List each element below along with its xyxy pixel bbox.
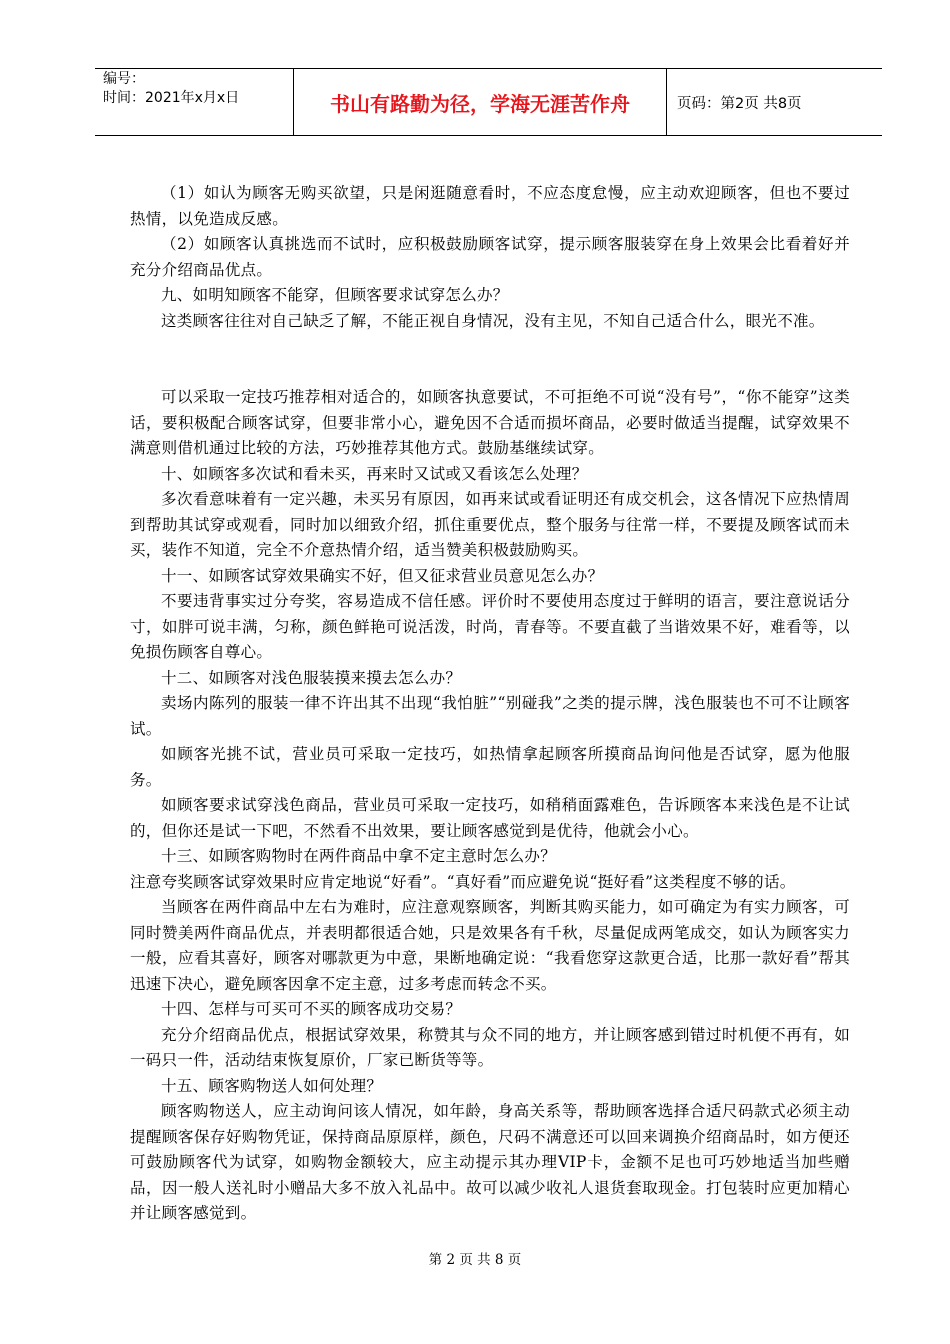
paragraph: 可以采取一定技巧推荐相对适合的，如顾客执意要试，不可拒绝不可说“没有号”，“你不能穿”这类话，要积极配合顾客试穿，但要非常小心，避免因不合适而损坏商品，必要时做适当提醒，试穿效果不满意则借机通过比较的方法，巧妙推荐其他方式。鼓励基继续试穿。 <box>130 388 850 457</box>
page-header <box>95 68 882 136</box>
section-heading: 九、如明知顾客不能穿，但顾客要求试穿怎么办？ <box>161 286 509 304</box>
header-page-number: 页码：第2页 共8页 <box>677 95 802 112</box>
section-heading: 十一、如顾客试穿效果确实不好，但又征求营业员意见怎么办？ <box>161 566 604 585</box>
paragraph: （2）如顾客认真挑选而不试时，应积极鼓励顾客试穿，提示顾客服装穿在身上效果会比看着好并充分介绍商品优点。 <box>130 235 850 279</box>
section-heading: 十四、怎样与可买可不买的顾客成功交易？ <box>161 1000 462 1018</box>
section-heading: 十五、顾客购物送人如何处理？ <box>161 1076 383 1095</box>
paragraph: 充分介绍商品优点，根据试穿效果，称赞其与众不同的地方，并让顾客感到错过时机便不再有，如一码只一件，活动结束恢复原价，厂家已断货等等。 <box>130 1025 850 1069</box>
paragraph: 当顾客在两件商品中左右为难时，应注意观察顾客，判断其购买能力，如可确定为有实力顾客，可同时赞美两件商品优点，并表明都很适合她，只是效果各有千秋，尽量促成两笔成交，如认为顾客实力一般，应看其喜好，顾客对哪款更为中意，果断地确定说：“我看您穿这款更合适，比那一款好看”帮其迅速下决心，避免顾客因拿不定主意，过多考虑而转念不买。 <box>130 898 850 993</box>
paragraph: 如顾客要求试穿浅色商品，营业员可采取一定技巧，如稍稍面露难色，告诉顾客本来浅色是不让试的，但你还是试一下吧，不然看不出效果，要让顾客感觉到是优待，他就会小心。 <box>130 796 850 840</box>
paragraph: 这类顾客往往对自己缺乏了解，不能正视自身情况，没有主见，不知自己适合什么，眼光不准。 <box>161 311 825 330</box>
section-heading: 十二、如顾客对浅色服装摸来摸去怎么办？ <box>161 668 462 687</box>
paragraph: 卖场内陈列的服装一律不许出其不出现“我怕脏”“别碰我”之类的提示牌，浅色服装也不可不让顾客试。 <box>130 694 850 738</box>
document-body <box>130 181 850 1227</box>
blank-line <box>130 334 850 360</box>
header-meta <box>95 69 294 135</box>
paragraph: 多次看意味着有一定兴趣，未买另有原因，如再来试或看证明还有成交机会，这各情况下应热情周到帮助其试穿或观看，同时加以细致介绍，抓住重要优点，整个服务与往常一样，不要提及顾客试而未买，装作不知道，完全不介意热情介绍，适当赞美积极鼓励购买。 <box>130 490 850 559</box>
document-number-label: 编号： <box>103 71 145 87</box>
section-heading: 十三、如顾客购物时在两件商品中拿不定主意时怎么办？ <box>161 847 557 865</box>
paragraph: 顾客购物送人，应主动询问该人情况，如年龄，身高关系等，帮助顾客选择合适尺码款式必须主动提醒顾客保存好购物凭证，保持商品原原样，颜色，尺码不满意还可以回来调换介绍商品时，如方便还可鼓励顾客代为试穿，如购物金额较大，应主动提示其办理VIP卡，金额不足也可巧妙地适当加些赠品，因一般人送礼时小赠品大多不放入礼品中。故可以减少收礼人退货套取现金。打包装时应更加精心并让顾客感觉到。 <box>130 1102 850 1222</box>
paragraph: （1）如认为顾客无购买欲望，只是闲逛随意看时，不应态度怠慢，应主动欢迎顾客，但也不要过热情，以免造成反感。 <box>130 184 850 228</box>
paragraph: 注意夸奖顾客试穿效果时应肯定地说“好看”。“真好看”而应避免说“挺好看”这类程度不够的话。 <box>130 872 796 891</box>
document-time-label: 时间：2021年x月x日 <box>103 90 240 106</box>
section-heading: 十、如顾客多次试和看未买，再来时又试或又看该怎么处理？ <box>161 464 588 483</box>
paragraph: 不要违背事实过分夸奖，容易造成不信任感。评价时不要使用态度过于鲜明的语言，要注意说话分寸，如胖可说丰满，匀称，颜色鲜艳可说活泼，时尚，青春等。不要直截了当谐效果不好，难看等，以免损伤顾客自尊心。 <box>130 592 850 661</box>
page-footer: 第 2 页 共 8 页 <box>428 1252 522 1268</box>
paragraph: 如顾客光挑不试，营业员可采取一定技巧，如热情拿起顾客所摸商品询问他是否试穿，愿为他服务。 <box>130 745 850 789</box>
header-motto: 书山有路勤为径，学海无涯苦作舟 <box>294 69 667 135</box>
